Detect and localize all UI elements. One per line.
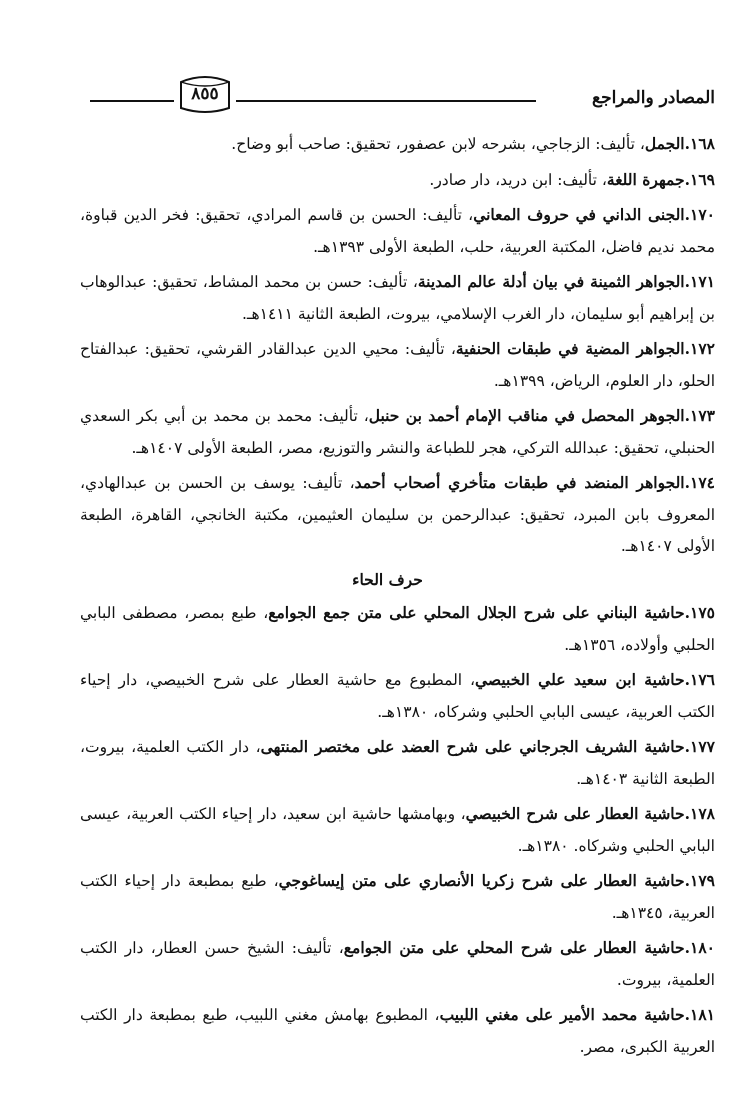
header-rule-right — [236, 100, 536, 102]
bibliography-entry: ١٧٩.حاشية العطار على شرح زكريا الأنصاري على متن إيساغوجي، طبع بمطبعة دار إحياء الكتب العربية، ١٣٤٥هـ. — [80, 871, 715, 922]
bibliography-entry: ١٧٧.حاشية الشريف الجرجاني على شرح العضد على مختصر المنتهى، دار الكتب العلمية، بيروت، الطبعة الثانية ١٤٠٣هـ. — [80, 737, 715, 788]
bibliography-entry: ١٨٠.حاشية العطار على شرح المحلي على متن الجوامع، تأليف: الشيخ حسن العطار، دار الكتب العلمية، بيروت. — [80, 938, 715, 989]
bibliography-entry: ١٧٣.الجوهر المحصل في مناقب الإمام أحمد بن حنبل، تأليف: محمد بن محمد بن أبي بكر السعدي الحنبلي، تحقيق: عبدالله التركي، هجر للطباعة والنشر والتوزيع، مصر، الطبعة الأولى ١٤٠٧هـ. — [80, 406, 715, 457]
page-number: ٨٥٥ — [191, 84, 219, 104]
running-header-title: المصادر والمراجع — [592, 88, 715, 108]
page-number-badge — [178, 74, 232, 114]
bibliography-entry: ١٧٥.حاشية البناني على شرح الجلال المحلي على متن جمع الجوامع، طبع بمصر، مصطفى البابي الحلبي وأولاده، ١٣٥٦هـ. — [80, 603, 715, 654]
bibliography-entry: ١٧٨.حاشية العطار على شرح الخبيصي، وبهامشها حاشية ابن سعيد، دار إحياء الكتب العربية، عيسى البابي الحلبي وشركاه. ١٣٨٠هـ. — [80, 804, 716, 855]
bibliography-entry: ١٦٩.جمهرة اللغة، تأليف: ابن دريد، دار صادر. — [429, 169, 715, 189]
header-rule-left — [90, 100, 174, 102]
bibliography-entry: ١٦٨.الجمل، تأليف: الزجاجي، بشرحه لابن عصفور، تحقيق: صاحب أبو وضاح. — [231, 134, 715, 153]
bibliography-entry: ١٧٢.الجواهر المضية في طبقات الحنفية، تأليف: محيي الدين عبدالقادر القرشي، تحقيق: عبدالفتاح الحلو، دار العلوم، الرياض، ١٣٩٩هـ. — [80, 339, 715, 390]
section-heading: حرف الحاء — [352, 569, 423, 589]
bibliography-list — [80, 128, 715, 1063]
bibliography-entry: ١٧٤.الجواهر المنضد في طبقات متأخري أصحاب أحمد، تأليف: يوسف بن الحسن بن عبدالهادي، المعروف بابن المبرد، تحقيق: عبدالرحمن بن سليمان العثيمين، مكتبة الخانجي، القاهرة، الطبعة الأولى ١٤٠٧هـ. — [80, 473, 715, 555]
bibliography-entry: ١٧٠.الجنى الداني في حروف المعاني، تأليف: الحسن بن قاسم المرادي، تحقيق: فخر الدين قباوة، محمد نديم فاضل، المكتبة العربية، حلب، الطبعة الأولى ١٣٩٣هـ. — [80, 205, 715, 256]
bibliography-entry: ١٧٦.حاشية ابن سعيد علي الخبيصي، المطبوع مع حاشية العطار على شرح الخبيصي، دار إحياء الكتب العربية، عيسى البابي الحلبي وشركاه، ١٣٨٠هـ. — [80, 670, 715, 721]
bibliography-entry: ١٨١.حاشية محمد الأمير على مغني اللبيب، المطبوع بهامش مغني اللبيب، طبع بمطبعة دار الكتب العربية الكبرى، مصر. — [80, 1005, 715, 1056]
bibliography-entry: ١٧١.الجواهر الثمينة في بيان أدلة عالم المدينة، تأليف: حسن بن محمد المشاط، تحقيق: عبدالوهاب بن إبراهيم أبو سليمان، دار الغرب الإسلامي، بيروت، الطبعة الثانية ١٤١١هـ. — [80, 272, 716, 323]
